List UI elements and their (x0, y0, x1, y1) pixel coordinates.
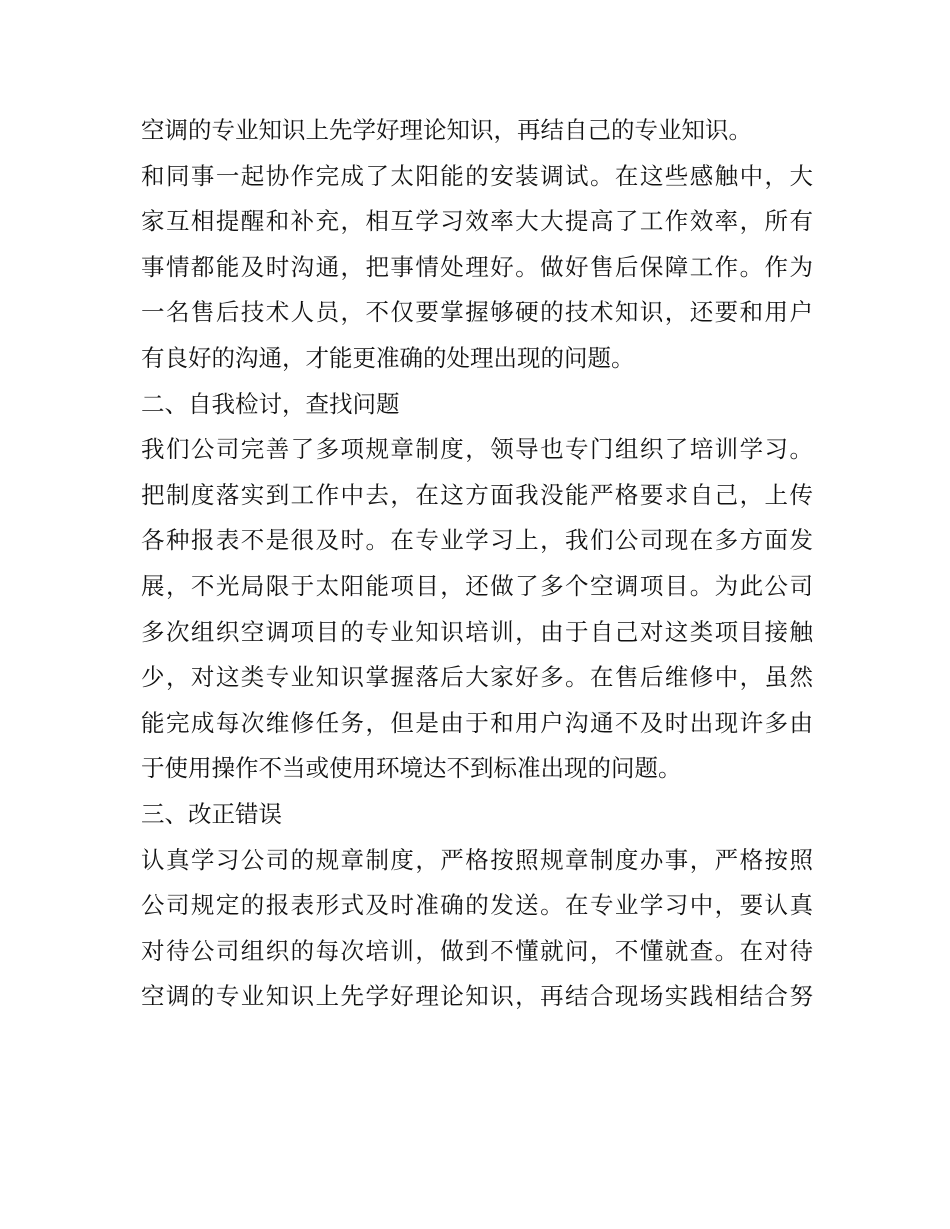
text-line: 家互相提醒和补充，相互学习效率大大提高了工作效率，所有 (141, 207, 813, 236)
text-line: 能完成每次维修任务，但是由于和用户沟通不及时出现许多由 (141, 708, 813, 737)
text-line: 事情都能及时沟通，把事情处理好。做好售后保障工作。作为 (141, 252, 813, 281)
text-line: 对待公司组织的每次培训，做到不懂就问，不懂就查。在对待 (141, 936, 813, 965)
text-line: 我们公司完善了多项规章制度，领导也专门组织了培训学习。 (141, 435, 813, 464)
text-line: 和同事一起协作完成了太阳能的安装调试。在这些感触中，大 (141, 161, 813, 190)
text-line: 展，不光局限于太阳能项目，还做了多个空调项目。为此公司 (141, 571, 813, 600)
text-line: 认真学习公司的规章制度，严格按照规章制度办事，严格按照 (141, 845, 813, 874)
text-line: 于使用操作不当或使用环境达不到标准出现的问题。 (141, 754, 682, 783)
text-line: 少，对这类专业知识掌握落后大家好多。在售后维修中，虽然 (141, 663, 813, 692)
text-line: 多次组织空调项目的专业知识培训，由于自己对这类项目接触 (141, 617, 813, 646)
text-line: 三、改正错误 (141, 799, 282, 828)
text-line: 二、自我检讨，查找问题 (141, 389, 400, 418)
text-line: 一名售后技术人员，不仅要掌握够硬的技术知识，还要和用户 (141, 298, 813, 327)
text-line: 空调的专业知识上先学好理论知识，再结合现场实践相结合努 (141, 982, 813, 1011)
text-line: 把制度落实到工作中去，在这方面我没能严格要求自己，上传 (141, 480, 813, 509)
text-line: 有良好的沟通，才能更准确的处理出现的问题。 (141, 343, 635, 372)
body-text (141, 108, 813, 1020)
text-line: 空调的专业知识上先学好理论知识，再结自己的专业知识。 (141, 116, 752, 144)
text-line: 各种报表不是很及时。在专业学习上，我们公司现在多方面发 (141, 526, 813, 555)
text-line: 公司规定的报表形式及时准确的发送。在专业学习中，要认真 (141, 891, 813, 920)
